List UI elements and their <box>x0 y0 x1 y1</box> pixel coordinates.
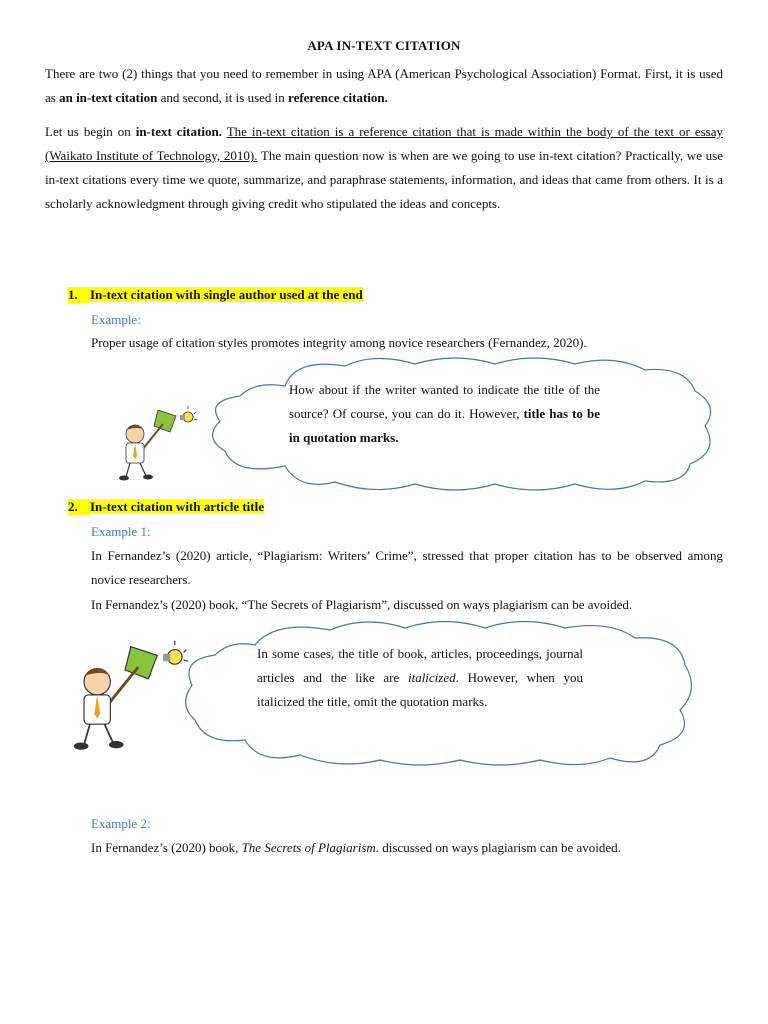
example-1-line-2: In Fernandez’s (2020) book, “The Secrets of Plagiarism”, discussed on ways plagiarism can be avoided. <box>91 597 633 612</box>
section-number: 1. <box>68 287 90 303</box>
intro-text: Let us begin on <box>45 124 136 139</box>
cartoon-man-with-net-illustration <box>108 400 200 482</box>
section-heading-text: In-text citation with article title <box>90 499 265 514</box>
intro-paragraph-1 <box>45 62 723 110</box>
cloud-text: How about if the writer wanted to indicate the title of the source? Of course, you can do it. However, title has to be in quotation marks. <box>289 382 601 445</box>
cloud-text: In some cases, the title of book, articles, proceedings, journal articles and the like are italicized. However, when you italicized the title, omit the quotation marks. <box>257 646 583 709</box>
example-text: Proper usage of citation styles promotes integrity among novice researchers (Fernandez, 2020). <box>91 335 587 350</box>
lightbulb-icon <box>180 406 197 422</box>
intro-text: and second, it is used in <box>157 90 289 105</box>
definition-underlined: The in-text citation is a reference citation that is made within the body of the text or essay (Waikato Institute of Technology, 2010). <box>45 124 724 163</box>
lightbulb-icon <box>163 641 188 664</box>
intro-bold-in-text: in-text citation. <box>135 124 222 139</box>
example-2-label: Example 2: <box>91 816 151 831</box>
example-label: Example: <box>91 312 141 327</box>
section-number: 2. <box>68 499 90 515</box>
intro-bold-reference: reference citation. <box>288 90 388 105</box>
example-2-text: In Fernandez’s (2020) book, The Secrets of Plagiarism. discussed on ways plagiarism can be avoided. <box>91 840 621 855</box>
section-1-heading <box>68 287 363 303</box>
intro-bold-in-text: an in-text citation <box>59 90 158 105</box>
example-1-line-1: In Fernandez’s (2020) article, “Plagiarism: Writers’ Crime”, stressed that proper citation has to be observed among novice researchers. <box>91 548 723 587</box>
cartoon-man-with-net-illustration <box>55 632 195 752</box>
cloud-italic-text: italicized <box>407 670 456 685</box>
section-heading-text: In-text citation with single author used at the end <box>90 287 363 302</box>
italic-title: The Secrets of Plagiarism. <box>241 840 380 855</box>
section-2-heading <box>68 499 264 515</box>
intro-text: The main question now is when are we going to use in-text citation? Practically, we use in-text citations every time we quote, summarize, and paraphrase statements, information, and ideas that came from others. It is a scholarly acknowledgment through giving credit who stipulated the ideas and concepts. <box>45 148 723 211</box>
document-title: APA IN-TEXT CITATION <box>307 38 461 53</box>
intro-text: There are two (2) things that you need to remember in using APA (American Psychological Association) Format. First, it is used as <box>45 66 723 105</box>
cloud-bold-text: title has to be in quotation marks. <box>289 406 601 445</box>
example-1-label: Example 1: <box>91 524 151 539</box>
intro-paragraph-2 <box>45 120 723 216</box>
